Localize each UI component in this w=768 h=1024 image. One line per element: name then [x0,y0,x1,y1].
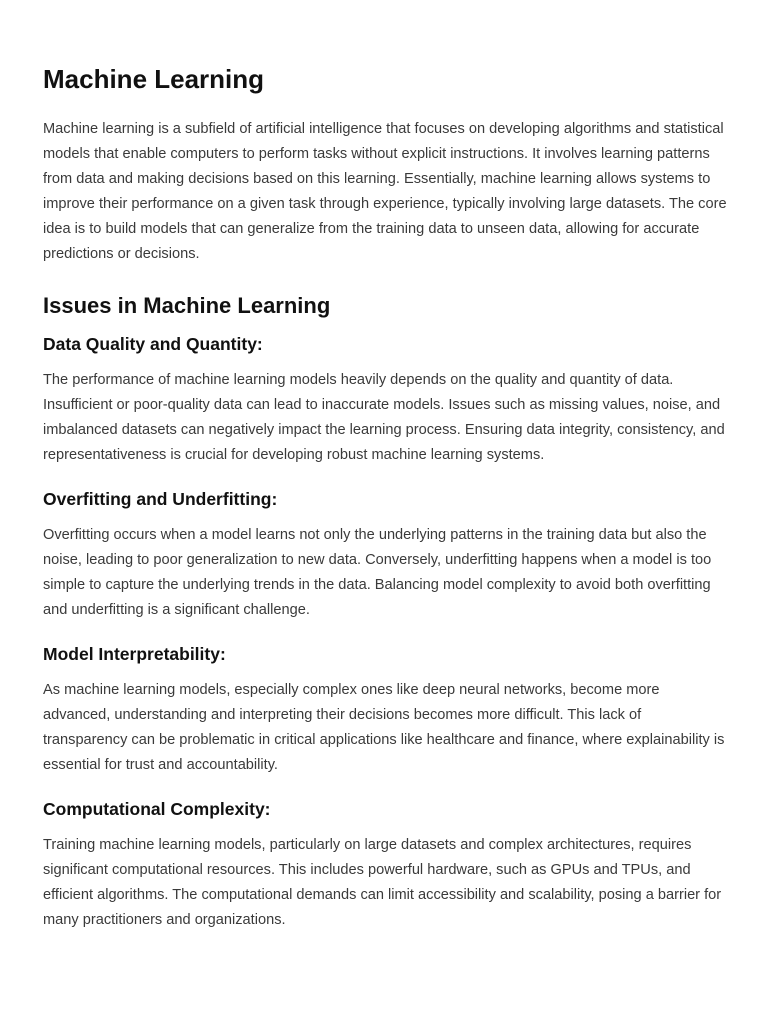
issues-heading: Issues in Machine Learning [43,293,331,318]
intro-paragraph: Machine learning is a subfield of artificial intelligence that focuses on developing algorithms and statistical models that enable computers to perform tasks without explicit instructions. It involves learning patterns from data and making decisions based on this learning. Essentially, machine learning allows systems to improve their performance on a given task through experience, typically involving large datasets. The core idea is to build models that can generalize from the training data to unseen data, allowing for accurate predictions or decisions. [43,121,727,262]
page-title: Machine Learning [43,64,265,94]
section-data-quality [43,332,728,468]
section-body: Overfitting occurs when a model learns not only the underlying patterns in the training data but also the noise, leading to poor generalization to new data. Conversely, underfitting happens when a model is too simple to capture the underlying trends in the data. Balancing model complexity to avoid both overfitting and underfitting is a significant challenge. [43,527,712,618]
section-heading: Data Quality and Quantity: [43,334,263,354]
section-overfitting [43,487,728,623]
section-heading: Computational Complexity: [43,799,271,819]
section-heading: Model Interpretability: [43,644,226,664]
section-interpretability [43,642,728,778]
section-heading: Overfitting and Underfitting: [43,489,278,509]
section-body: The performance of machine learning models heavily depends on the quality and quantity of data. Insufficient or poor-quality data can lead to inaccurate models. Issues such as missing values, noise, and imbalanced datasets can negatively impact the learning process. Ensuring data integrity, consistency, and representativeness is crucial for developing robust machine learning systems. [43,372,725,463]
section-body: As machine learning models, especially complex ones like deep neural networks, become more advanced, understanding and interpreting their decisions becomes more difficult. This lack of transparency can be problematic in critical applications like healthcare and finance, where explainability is essential for trust and accountability. [43,682,725,773]
section-computational-complexity [43,797,728,933]
section-body: Training machine learning models, particularly on large datasets and complex architectures, requires significant computational resources. This includes powerful hardware, such as GPUs and TPUs, and efficient algorithms. The computational demands can limit accessibility and scalability, posing a barrier for many practitioners and organizations. [43,837,722,928]
